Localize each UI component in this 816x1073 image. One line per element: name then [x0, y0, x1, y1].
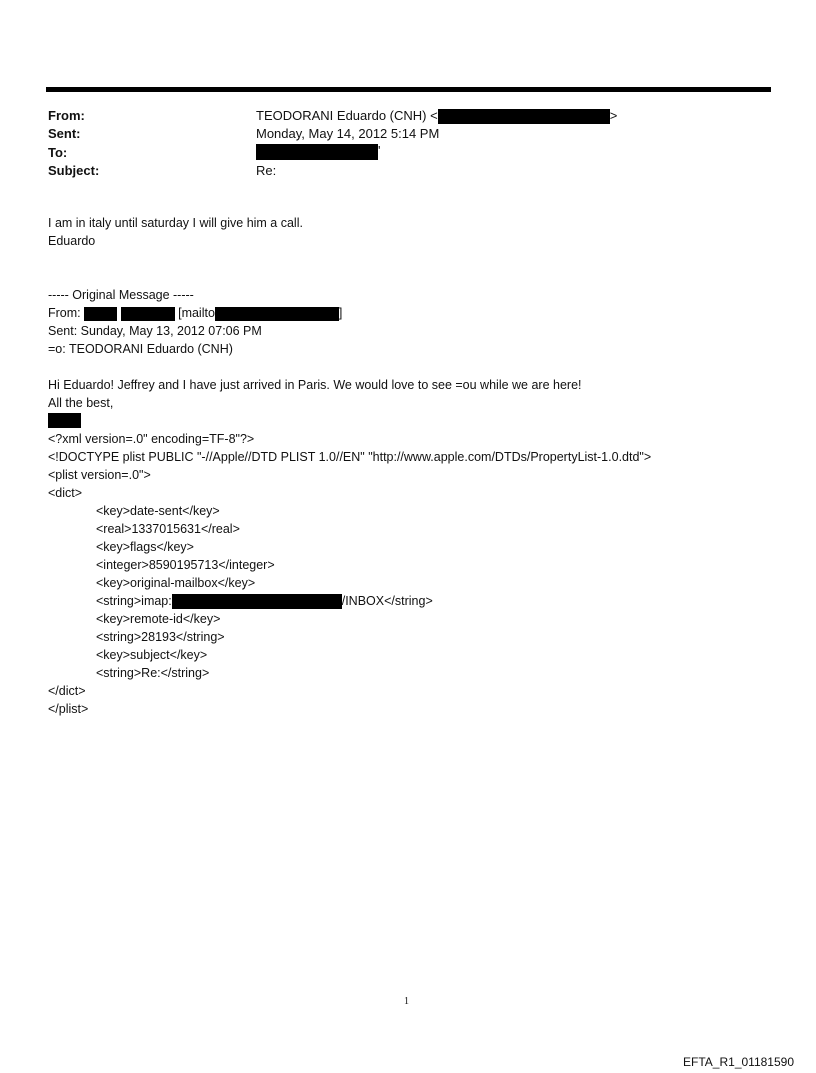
reply-line: I am in italy until saturday I will give him a call.	[48, 216, 303, 230]
to-label: To:	[48, 145, 68, 160]
original-from-label: From:	[48, 306, 81, 320]
plist-key-flags: <key>flags</key>	[96, 540, 194, 554]
plist-key-mailbox: <key>original-mailbox</key>	[96, 576, 256, 590]
from-label: From:	[48, 108, 85, 123]
original-signature	[48, 413, 81, 428]
redaction-block	[48, 413, 81, 428]
to-value	[256, 143, 380, 160]
redaction-block	[438, 109, 610, 124]
plist-doctype: <!DOCTYPE plist PUBLIC "-//Apple//DTD PLIST 1.0//EN" "http://www.apple.com/DTDs/PropertyList-1.0.dtd">	[48, 450, 652, 464]
original-sent-line: Sent: Sunday, May 13, 2012 07:06 PM	[48, 324, 262, 338]
dict-open-tag: <dict>	[48, 486, 83, 500]
redaction-block	[84, 307, 117, 321]
original-separator: ----- Original Message -----	[48, 288, 194, 302]
subject-value: Re:	[256, 163, 277, 178]
original-body-line: Hi Eduardo! Jeffrey and I have just arrived in Paris. We would love to see =ou while we are here!	[48, 378, 582, 392]
redaction-block	[256, 143, 381, 160]
plist-key-subject: <key>subject</key>	[96, 648, 208, 662]
mailto-close: ]	[338, 306, 343, 320]
imap-prefix: <string>imap:	[96, 594, 172, 608]
plist-real-value: <real>1337015631</real>	[96, 522, 240, 536]
plist-string-subject: <string>Re:</string>	[96, 666, 210, 680]
from-value	[256, 108, 617, 124]
original-from-line	[48, 306, 342, 321]
redaction-block	[215, 307, 339, 321]
plist-key-date-sent: <key>date-sent</key>	[96, 504, 220, 518]
original-to-line: =o: TEODORANI Eduardo (CNH)	[48, 342, 233, 356]
plist-open-tag: <plist version=.0">	[48, 468, 151, 482]
from-name: TEODORANI Eduardo (CNH) <	[256, 108, 438, 123]
redaction-block	[172, 594, 342, 609]
imap-suffix: /INBOX</string>	[341, 594, 433, 608]
plist-close-tag: </plist>	[48, 702, 89, 716]
plist-string-imap	[96, 594, 433, 609]
sent-value: Monday, May 14, 2012 5:14 PM	[256, 126, 440, 141]
redaction-block	[121, 307, 175, 321]
original-closing: All the best,	[48, 396, 114, 410]
plist-integer-value: <integer>8590195713</integer>	[96, 558, 275, 572]
plist-key-remote-id: <key>remote-id</key>	[96, 612, 221, 626]
plist-xml-declaration: <?xml version=.0" encoding=TF-8"?>	[48, 432, 255, 446]
dict-close-tag: </dict>	[48, 684, 86, 698]
plist-string-remote-id: <string>28193</string>	[96, 630, 225, 644]
subject-label: Subject:	[48, 163, 100, 178]
mailto-open: [mailto	[178, 306, 215, 320]
header-rule	[46, 87, 771, 92]
from-close: >	[609, 108, 618, 123]
reply-signature: Eduardo	[48, 234, 96, 248]
to-suffix: '	[378, 143, 381, 158]
document-id: EFTA_R1_01181590	[683, 1055, 794, 1069]
page-number: 1	[404, 996, 409, 1007]
sent-label: Sent:	[48, 126, 81, 141]
